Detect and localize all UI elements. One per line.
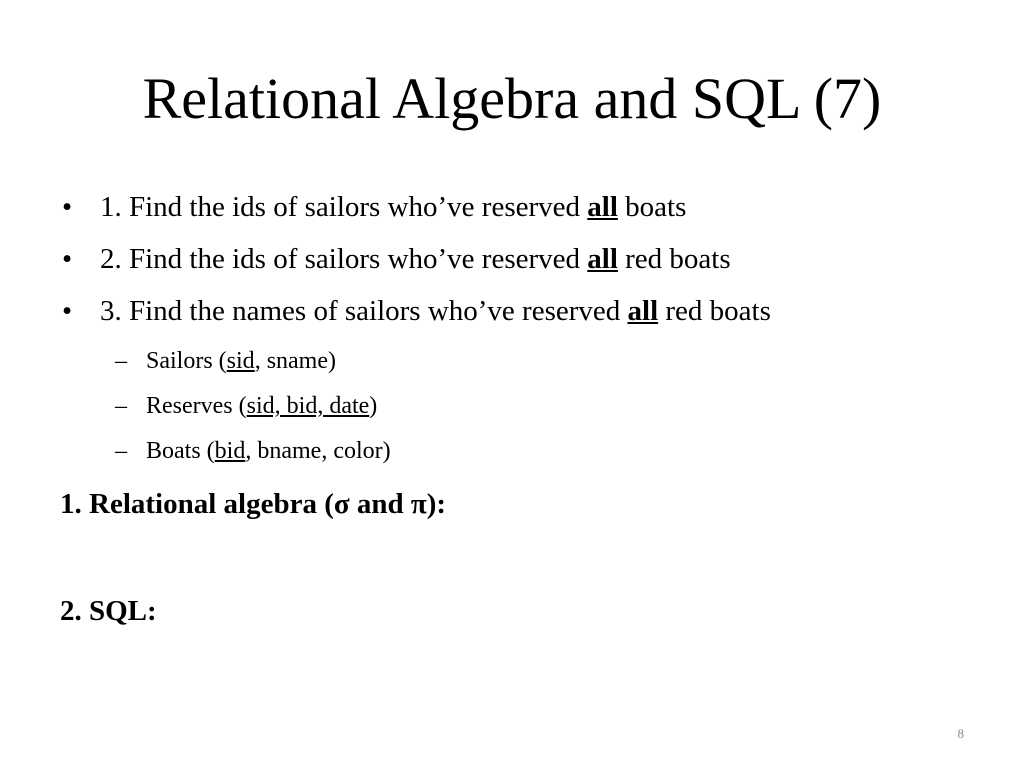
schema-rest: , sname) bbox=[254, 348, 336, 374]
bullet-emphasis: all bbox=[587, 243, 618, 275]
schema-key: bid bbox=[214, 438, 246, 464]
dash-icon: – bbox=[115, 438, 127, 464]
bullet-icon: • bbox=[62, 295, 73, 327]
schema-item-sailors bbox=[60, 346, 771, 376]
schema-rest: , bname, color) bbox=[245, 438, 391, 464]
bullet-emphasis: all bbox=[587, 191, 618, 223]
section-sql: 2. SQL: bbox=[60, 595, 157, 627]
bullet-list bbox=[60, 190, 771, 481]
bullet-item-2 bbox=[60, 242, 771, 276]
schema-item-boats bbox=[60, 436, 771, 466]
schema-open: Sailors ( bbox=[146, 348, 227, 374]
dash-icon: – bbox=[115, 393, 127, 419]
bullet-text: 2. Find the ids of sailors who’ve reserved bbox=[100, 243, 588, 275]
bullet-text-end: red boats bbox=[658, 295, 771, 327]
schema-key: sid, bid, date bbox=[246, 393, 370, 419]
schema-open: Reserves ( bbox=[146, 393, 247, 419]
page-number: 8 bbox=[957, 726, 964, 741]
schema-key: sid bbox=[226, 348, 255, 374]
bullet-text-end: boats bbox=[617, 191, 687, 223]
bullet-text-end: red boats bbox=[617, 243, 731, 275]
bullet-item-1 bbox=[60, 190, 771, 224]
schema-open: Boats ( bbox=[146, 438, 215, 464]
bullet-text: 1. Find the ids of sailors who’ve reserved bbox=[100, 191, 588, 223]
bullet-emphasis: all bbox=[627, 295, 659, 327]
schema-rest: ) bbox=[369, 393, 378, 419]
bullet-text: 3. Find the names of sailors who’ve reserved bbox=[100, 295, 628, 327]
slide-title: Relational Algebra and SQL (7) bbox=[142, 66, 882, 131]
bullet-item-3 bbox=[60, 294, 771, 328]
bullet-icon: • bbox=[62, 191, 73, 223]
dash-icon: – bbox=[115, 348, 127, 374]
schema-item-reserves bbox=[60, 391, 771, 421]
bullet-icon: • bbox=[62, 243, 73, 275]
section-relational-algebra: 1. Relational algebra (σ and π): bbox=[60, 488, 447, 520]
